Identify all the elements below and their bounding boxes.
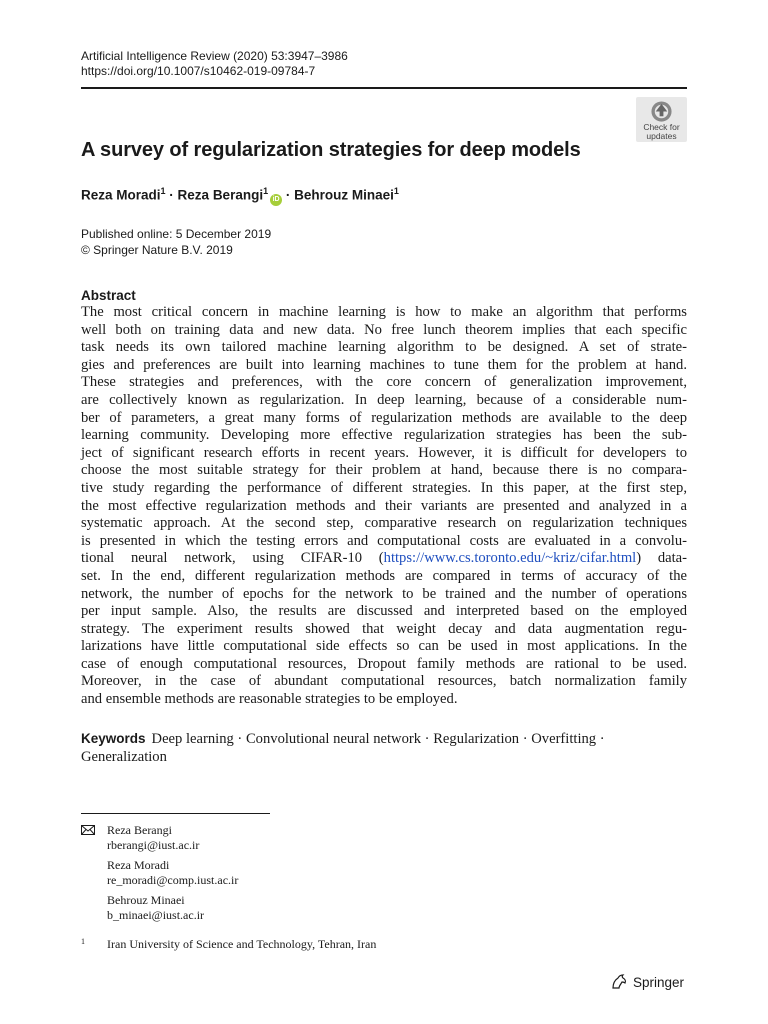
abstract-line: learning community. Developing more effective regularization strategies has been the sub- bbox=[81, 427, 687, 444]
contact-entry bbox=[81, 893, 238, 922]
affiliation bbox=[81, 937, 376, 951]
affiliation-text: Iran University of Science and Technology, Tehran, Iran bbox=[107, 937, 377, 951]
footnote-rule bbox=[81, 813, 270, 814]
abstract-line: ber of parameters, a great many forms of regularization methods are available to the deep bbox=[81, 409, 687, 426]
published-date: Published online: 5 December 2019 bbox=[81, 227, 272, 241]
abstract-line: task needs its own tailored machine learning algorithm to be designed. A set of strate- bbox=[81, 339, 687, 356]
abstract-line: per input sample. Also, the results are discussed and interpreted based on the employed bbox=[81, 603, 687, 620]
abstract-line: well both on training data and new data. No free lunch theorem implies that each specific bbox=[81, 321, 687, 338]
abstract-line: case of enough computational resources, Dropout family methods are rational to be used. bbox=[81, 655, 687, 672]
abstract-line: choose the most suitable strategy for their problem at hand, because there is no compara- bbox=[81, 462, 687, 479]
contact-email[interactable]: b_minaei@iust.ac.ir bbox=[107, 907, 205, 922]
keywords-list: Deep learning · Convolutional neural network · Regularization · Overfitting · bbox=[151, 731, 605, 747]
abstract-line: gies and preferences are built into learning machines to tune them for the problem at hand. bbox=[81, 356, 687, 373]
author-list: Reza Moradi$^1$ · Reza Berangi$^1$iD · Behrouz Minaei$^1$ bbox=[81, 186, 399, 206]
abstract-line: The most critical concern in machine learning is how to make an algorithm that performs bbox=[81, 304, 687, 320]
contact-name: Behrouz Minaei bbox=[107, 893, 185, 907]
contact-entry bbox=[81, 823, 238, 852]
check-for-updates-badge[interactable] bbox=[636, 97, 687, 142]
abstract-line-with-link: tional neural network, using CIFAR-10 (https://www.cs.toronto.edu/~kriz/cifar.html) data- bbox=[81, 550, 687, 567]
check-for-updates-icon bbox=[650, 100, 673, 123]
author-name[interactable]: Reza Moradi bbox=[81, 187, 161, 203]
contact-name: Reza Berangi bbox=[107, 823, 172, 837]
abstract-line: larizations have little computational side effects so can be used in most applications. In the bbox=[81, 638, 687, 655]
abstract-line: are collectively known as regularization. In deep learning, because of a considerable num- bbox=[81, 391, 687, 408]
springer-horse-icon bbox=[610, 974, 628, 990]
keywords-label: Keywords bbox=[81, 731, 146, 746]
abstract-heading: Abstract bbox=[81, 288, 136, 303]
abstract-line: ject of significant research efforts in recent years. However, it is difficult for developers to bbox=[81, 444, 687, 461]
abstract-body bbox=[81, 304, 687, 709]
contact-email[interactable]: re_moradi@comp.iust.ac.ir bbox=[107, 872, 239, 887]
doi-link[interactable]: https://doi.org/10.1007/s10462-019-09784-7 bbox=[81, 64, 316, 78]
abstract-line: Moreover, in the case of abundant computational resources, batch normalization family bbox=[81, 673, 687, 690]
abstract-line: strategy. The experiment results showed that weight decay and data augmentation regu- bbox=[81, 620, 687, 637]
journal-citation: Artificial Intelligence Review (2020) 53:3947–3986 bbox=[81, 49, 348, 63]
publisher-name: Springer bbox=[633, 974, 685, 990]
author-name[interactable]: Behrouz Minaei bbox=[294, 187, 394, 203]
contact-name: Reza Moradi bbox=[107, 858, 170, 872]
abstract-line: systematic approach. At the second step, comparative research on regularization techniques bbox=[81, 515, 687, 532]
affiliation-number: 1 bbox=[81, 937, 85, 946]
abstract-line: set. In the end, different regularization methods are compared in terms of accuracy of the bbox=[81, 567, 687, 584]
abstract-line: These strategies and preferences, with the core concern of generalization improvement, bbox=[81, 374, 687, 391]
author-name[interactable]: Reza Berangi bbox=[177, 187, 264, 203]
contact-entry bbox=[81, 858, 238, 887]
journal-header bbox=[81, 49, 348, 79]
check-for-updates-label: Check for updates bbox=[643, 122, 680, 141]
paper-title: A survey of regularization strategies for deep models bbox=[81, 139, 581, 161]
envelope-icon bbox=[81, 825, 95, 835]
keywords-list-continued: Generalization bbox=[81, 748, 167, 765]
abstract-line: and ensemble methods are reasonable strategies to be employed. bbox=[81, 691, 458, 708]
copyright: © Springer Nature B.V. 2019 bbox=[81, 242, 233, 257]
abstract-line: the most effective regularization methods and their variants are presented and analyzed in a bbox=[81, 497, 687, 514]
orcid-icon[interactable]: iD bbox=[270, 194, 282, 206]
abstract-line: network, the number of epochs for the network to be trained and the number of operations bbox=[81, 585, 687, 602]
cifar-link[interactable]: https://www.cs.toronto.edu/~kriz/cifar.html bbox=[383, 550, 637, 567]
abstract-line: is presented in which the testing errors and computational costs are evaluated in a convolu- bbox=[81, 532, 687, 549]
contact-list bbox=[81, 823, 238, 928]
abstract-line: tive study regarding the performance of different strategies. In this paper, at the first step, bbox=[81, 479, 687, 496]
publisher-logo bbox=[610, 974, 684, 990]
header-rule bbox=[81, 87, 687, 89]
publication-info bbox=[81, 227, 271, 258]
contact-email[interactable]: rberangi@iust.ac.ir bbox=[107, 837, 200, 852]
keywords bbox=[81, 730, 687, 766]
